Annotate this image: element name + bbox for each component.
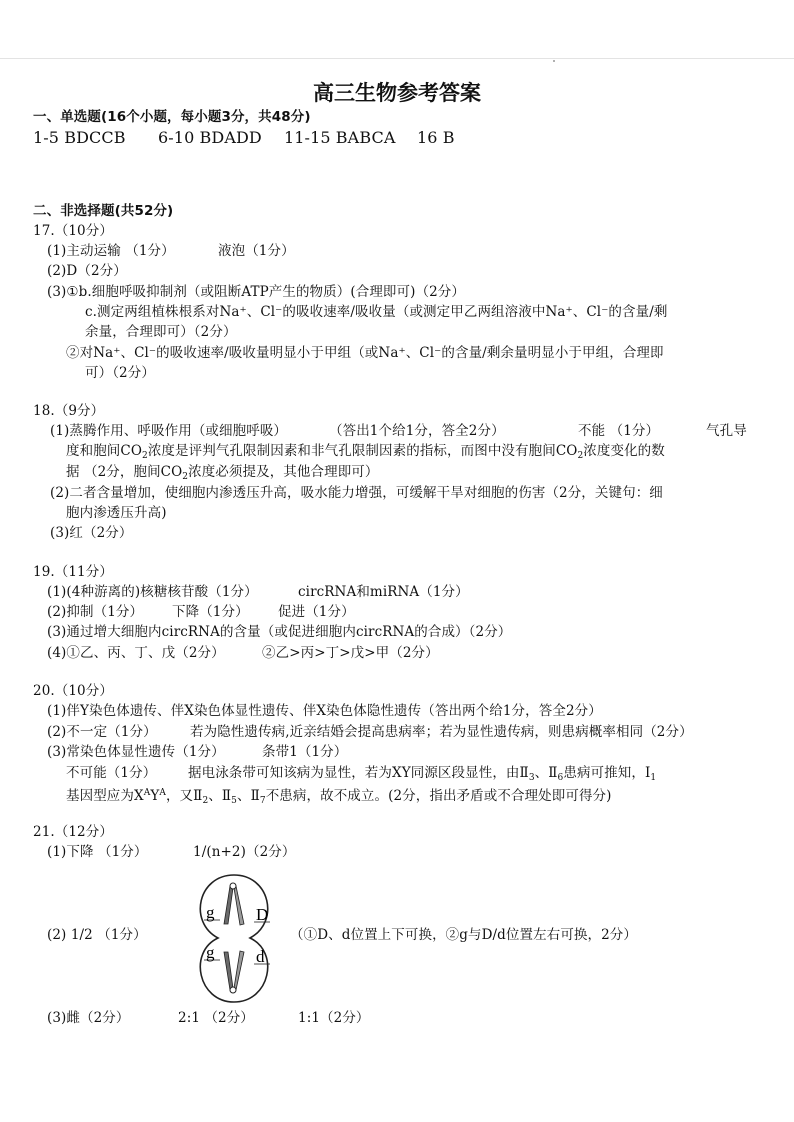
q17-line6: ②对Na⁺、Cl⁻的吸收速率/吸收量明显小于甲组（或Na⁺、Cl⁻的含量/剩余量明显小于甲组，合理即 [66, 345, 664, 361]
cell-division-figure [190, 872, 280, 1008]
allele-top-left: g [206, 903, 215, 922]
q21-header: 21.（12分） [33, 824, 113, 840]
q18-line6: (3)红（2分） [50, 525, 133, 541]
q19-line4a: (4)①乙、丙、丁、戊（2分） [47, 645, 225, 661]
q21-line3a: (3)雌（2分） [47, 1010, 130, 1026]
q18-line3: 据 （2分，胞间$CO_2$浓度必须提及，其他合理即可） [66, 464, 379, 482]
q18-line4: (2)二者含量增加，使细胞内渗透压升高，吸水能力增强，可缓解干旱对细胞的伤害（2分，关键句：细 [50, 485, 663, 501]
q20-line4a: 不可能（1分） [66, 765, 157, 781]
q20-line1: (1)伴Y染色体遗传、伴X染色体显性遗传、伴X染色体隐性遗传（答出两个给1分，答全2分） [47, 703, 602, 719]
q21-line1a: (1)下降 （1分） [47, 844, 148, 860]
q19-line4b: ②乙>丙>丁>戊>甲（2分） [262, 645, 439, 661]
q21-line3c: 1:1（2分） [298, 1010, 370, 1026]
q17-line5: 余量，合理即可）（2分） [85, 324, 237, 340]
q21-line3b: 2:1 （2分） [178, 1010, 254, 1026]
stray-dot [553, 60, 555, 62]
q19-line2a: (2)抑制（1分） [47, 604, 144, 620]
allele-bottom-left: g [206, 943, 215, 962]
q21-line2b: （①D、d位置上下可换，②g与D/d位置左右可换，2分） [290, 927, 638, 943]
q21-line1b: 1/(n+2)（2分） [193, 844, 296, 860]
q19-line3: (3)通过增大细胞内circRNA的含量（或促进细胞内circRNA的合成）（2分） [47, 624, 512, 640]
allele-top-right: D [256, 905, 269, 924]
q20-line4b: 据电泳条带可知该病为显性，若为XY同源区段显性，由$Ⅱ_3$、$Ⅱ_6$患病可推知，$Ⅰ_1$ [188, 765, 657, 783]
q19-line2c: 促进（1分） [278, 604, 355, 620]
q17-line4: c.测定两组植株根系对Na⁺、Cl⁻的吸收速率/吸收量（或测定甲乙两组溶液中Na⁺、Cl⁻的含量/剩 [85, 304, 668, 320]
section2-heading: 二、非选择题(共52分) [33, 203, 174, 219]
mc-answers-16: 16 B [417, 128, 455, 147]
q20-line5: 基因型应为$X^AY^A$，又$Ⅱ_2$、$Ⅱ_5$、$Ⅱ_7$不患病，故不成立。(2分，指出矛盾或不合理处即可得分) [66, 788, 612, 806]
q20-line3b: 条带1（1分） [262, 744, 348, 760]
centromere-top [230, 883, 236, 889]
q17-line2: (2)D（2分） [47, 263, 127, 279]
q17-line1b: 液泡（1分） [218, 243, 295, 259]
cell-diagram [190, 872, 280, 1004]
centromere-bottom [230, 987, 236, 993]
mc-answers-6-10: 6-10 BDADD [158, 128, 262, 147]
q17-header: 17.（10分） [33, 223, 113, 239]
q17-line1a: (1)主动运输 （1分） [47, 243, 175, 259]
q20-line2b: 若为隐性遗传病,近亲结婚会提高患病率；若为显性遗传病，则患病概率相同（2分） [190, 724, 693, 740]
q21-line2a: (2) 1/2 （1分） [47, 927, 147, 943]
q19-header: 19.（11分） [33, 564, 113, 580]
q18-header: 18.（9分） [33, 403, 105, 419]
q20-line3a: (3)常染色体显性遗传（1分） [47, 744, 225, 760]
q18-line1b: （答出1个给1分，答全2分） [329, 423, 505, 439]
allele-bottom-right: d [256, 947, 265, 966]
q18-line5: 胞内渗透压升高) [66, 505, 167, 521]
q17-line3: (3)①b.细胞呼吸抑制剂（或阻断ATP产生的物质）(合理即可)（2分） [47, 284, 465, 300]
mc-answers-11-15: 11-15 BABCA [284, 128, 396, 147]
q19-line1b: circRNA和miRNA（1分） [298, 584, 469, 600]
section1-heading: 一、单选题(16个小题，每小题3分，共48分) [33, 109, 311, 125]
q20-line2a: (2)不一定（1分） [47, 724, 157, 740]
q18-line2: 度和胞间$CO_2$浓度是评判气孔限制因素和非气孔限制因素的指标，而图中没有胞间$CO_2$浓度变化的数 [66, 443, 665, 461]
q18-line1d: 气孔导 [706, 423, 747, 439]
q18-line1c: 不能 （1分） [578, 423, 660, 439]
q20-header: 20.（10分） [33, 683, 113, 699]
q17-line7: 可）（2分） [85, 365, 155, 381]
top-rule [0, 58, 794, 59]
q19-line2b: 下降（1分） [172, 604, 249, 620]
page-title: 高三生物参考答案 [313, 81, 481, 105]
q19-line1a: (1)(4种游离的)核糖核苷酸（1分） [47, 584, 258, 600]
q18-line1a: (1)蒸腾作用、呼吸作用（或细胞呼吸） [50, 423, 288, 439]
cell-membrane [200, 875, 267, 1002]
mc-answers-1-5: 1-5 BDCCB [33, 128, 126, 147]
